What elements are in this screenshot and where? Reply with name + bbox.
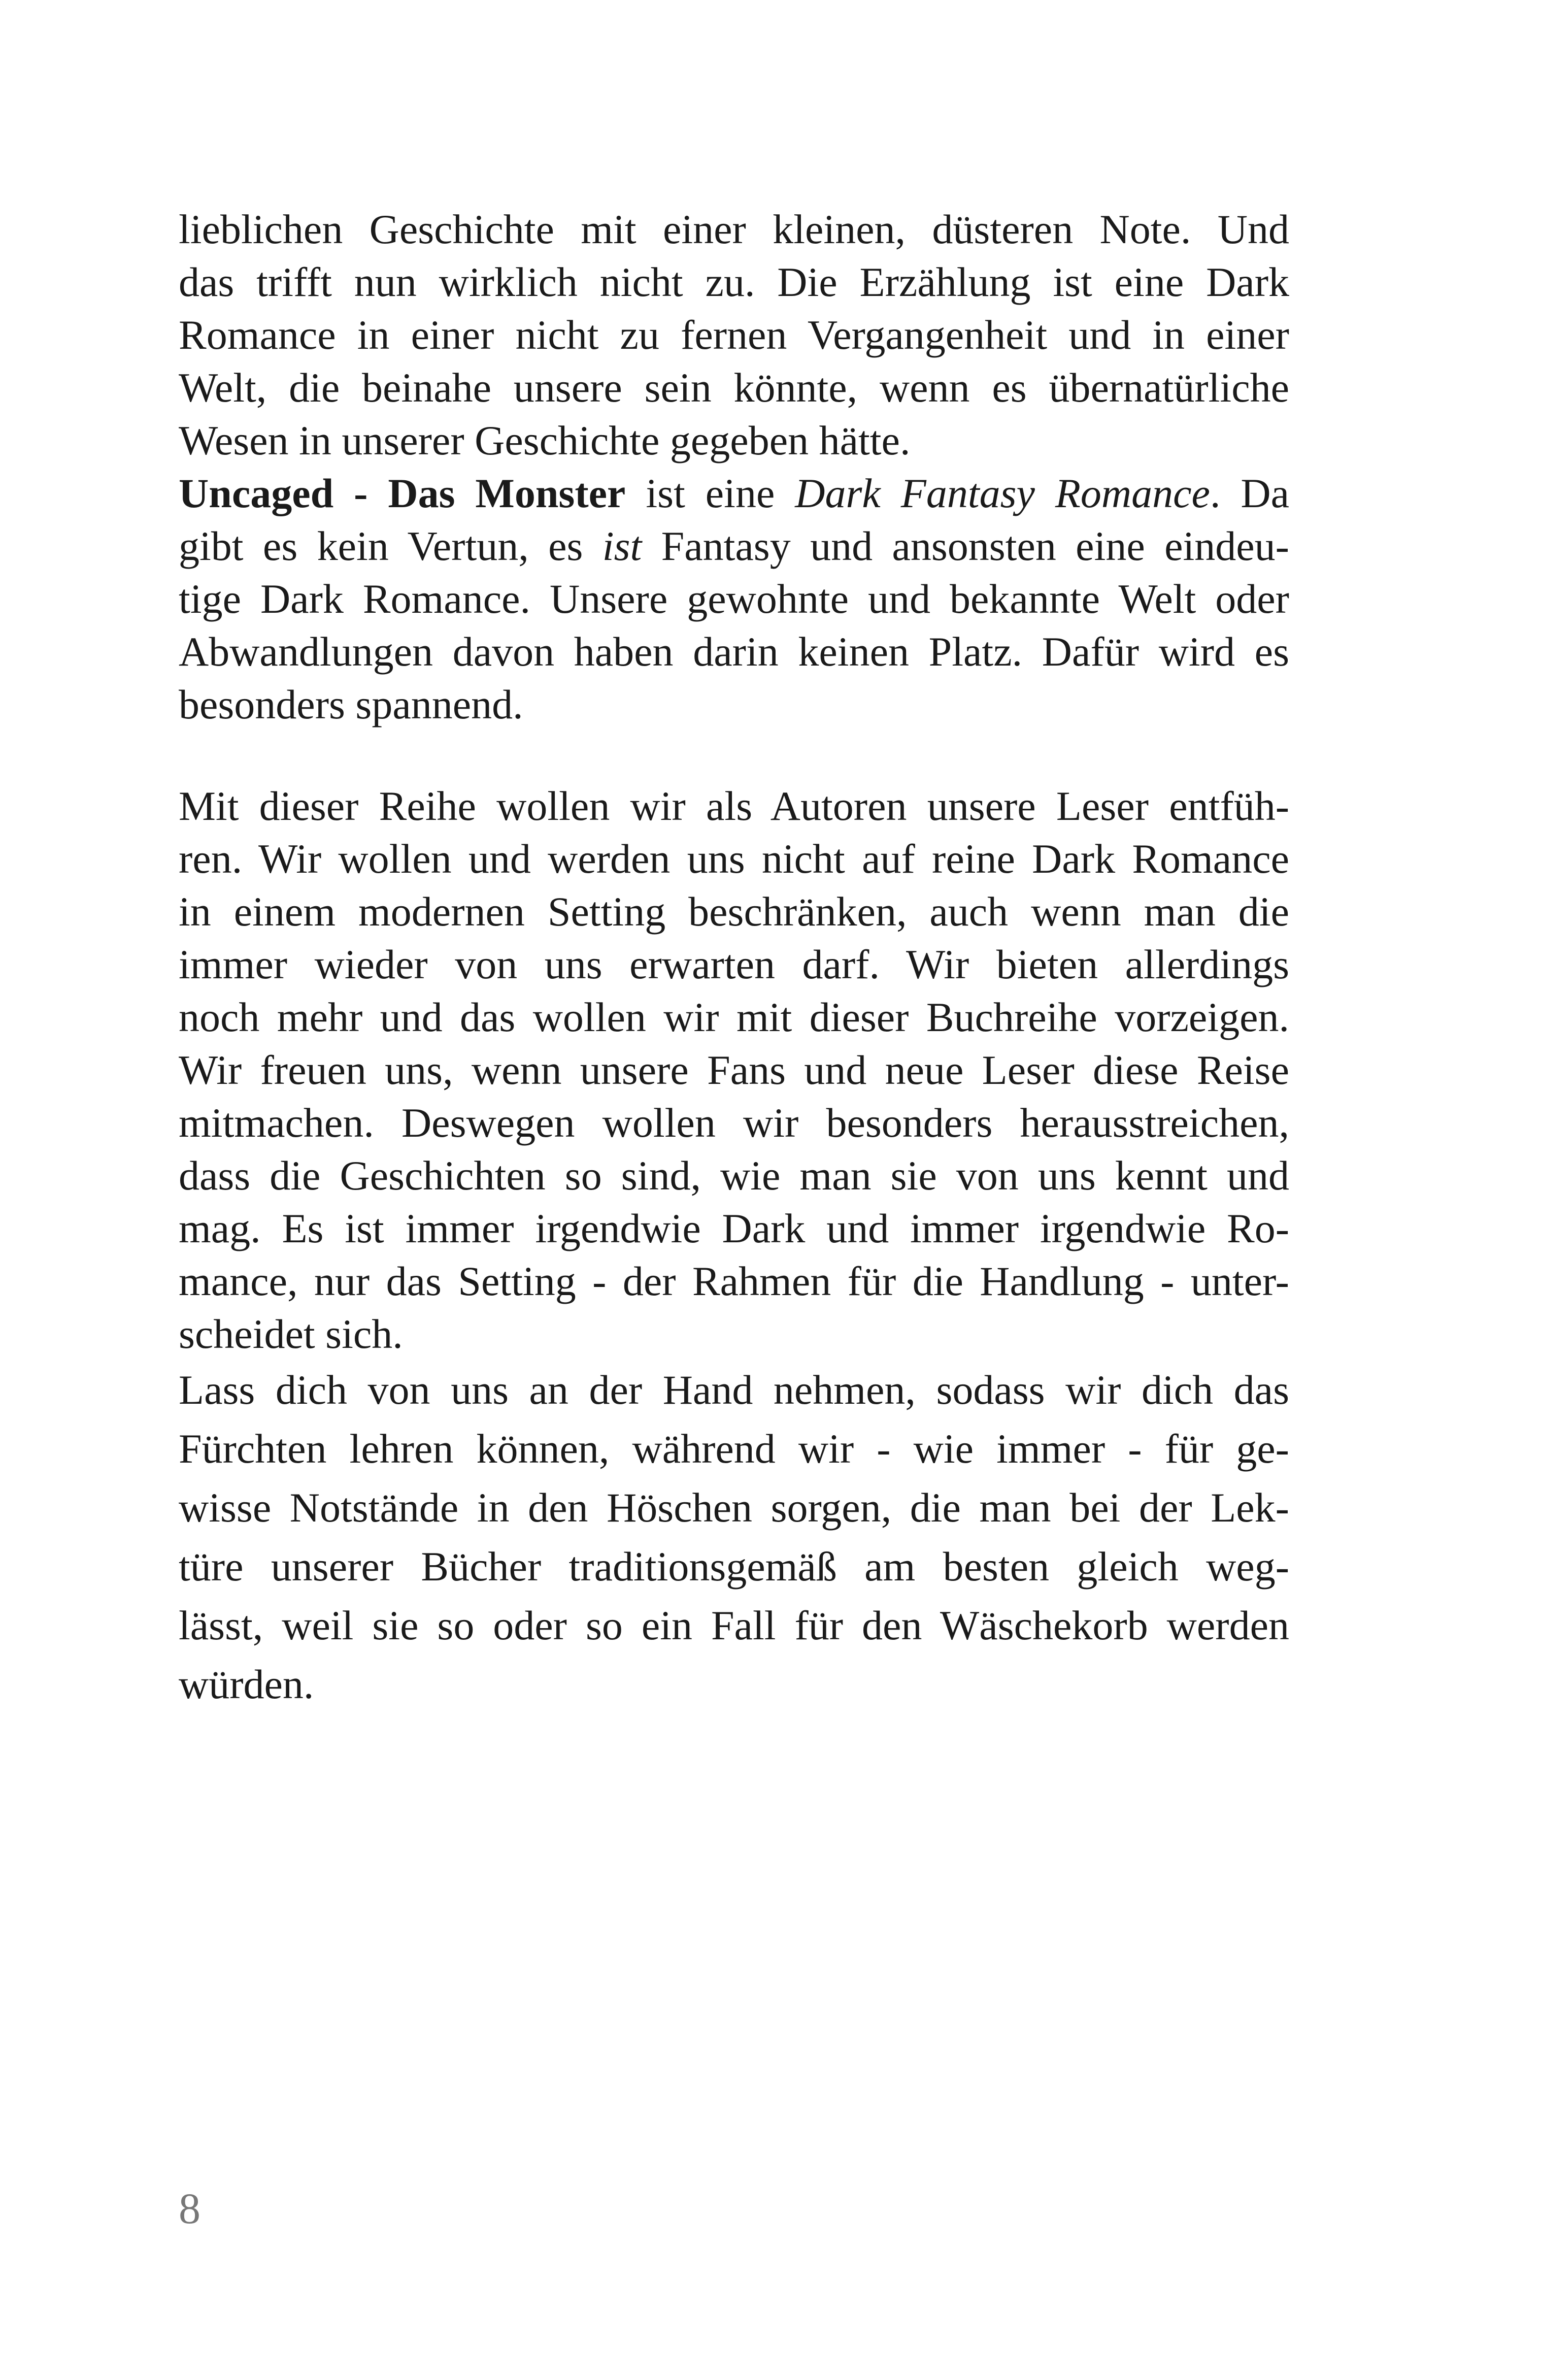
paragraph-3 xyxy=(179,780,1289,1361)
text-line: wisse Notstände in den Höschen sorgen, die man bei der Lek- xyxy=(179,1484,1289,1531)
text-line: würden. xyxy=(179,1661,314,1707)
text-line: Wesen in unserer Geschichte gegeben hätte. xyxy=(179,417,911,464)
text-line: Wir freuen uns, wenn unsere Fans und neue Leser diese Reise xyxy=(179,1047,1289,1093)
text-line: dass die Geschichten so sind, wie man sie von uns kennt und xyxy=(179,1152,1289,1199)
text-line: immer wieder von uns erwarten darf. Wir bieten allerdings xyxy=(179,941,1289,987)
text-line: türe unserer Bücher traditionsgemäß am besten gleich weg- xyxy=(179,1543,1289,1590)
text-line: gibt es kein Vertun, es ist Fantasy und ansonsten eine eindeu- xyxy=(179,523,1289,569)
series-title: Uncaged - Das Monster xyxy=(179,470,626,516)
text-line: mag. Es ist immer irgendwie Dark und immer irgendwie Ro- xyxy=(179,1205,1289,1251)
text-line: in einem modernen Setting beschränken, auch wenn man die xyxy=(179,888,1289,935)
text-line: besonders spannend. xyxy=(179,681,523,728)
text-line: Lass dich von uns an der Hand nehmen, sodass wir dich das xyxy=(179,1367,1289,1413)
text-line: Welt, die beinahe unsere sein könnte, wenn es übernatürliche xyxy=(179,365,1289,411)
text-line: Mit dieser Reihe wollen wir als Autoren unsere Leser entfüh- xyxy=(179,783,1289,829)
text-line: Abwandlungen davon haben darin keinen Platz. Dafür wird es xyxy=(179,629,1289,675)
emphasis: ist xyxy=(602,523,642,569)
text-line: Romance in einer nicht zu fernen Vergangenheit und in einer xyxy=(179,312,1289,358)
text-line: lässt, weil sie so oder so ein Fall für den Wäschekorb werden xyxy=(179,1602,1289,1648)
text-line: mitmachen. Deswegen wollen wir besonders herausstreichen, xyxy=(179,1100,1289,1146)
text-line: mance, nur das Setting - der Rahmen für die Handlung - unter- xyxy=(179,1258,1289,1304)
text-line: noch mehr und das wollen wir mit dieser Buchreihe vorzeigen. xyxy=(179,994,1289,1040)
page-body xyxy=(179,203,1289,1714)
text-line: das trifft nun wirklich nicht zu. Die Erzählung ist eine Dark xyxy=(179,259,1289,305)
paragraph-4 xyxy=(179,1361,1289,1714)
text-line: Fürchten lehren können, während wir - wie immer - für ge- xyxy=(179,1426,1289,1472)
text-line: lieblichen Geschichte mit einer kleinen, düsteren Note. Und xyxy=(179,206,1289,252)
paragraph-1 xyxy=(179,203,1289,467)
genre-label: Dark Fantasy Romance xyxy=(795,470,1210,516)
page-number: 8 xyxy=(179,2184,200,2233)
text-line: ren. Wir wollen und werden uns nicht auf reine Dark Romance xyxy=(179,836,1289,882)
paragraph-2 xyxy=(179,467,1289,731)
text-line: scheidet sich. xyxy=(179,1311,403,1357)
text-line: tige Dark Romance. Unsere gewohnte und bekannte Welt oder xyxy=(179,576,1289,622)
text-line: Uncaged - Das Monster ist eine Dark Fantasy Romance. Da xyxy=(179,470,1289,516)
paragraph-spacer xyxy=(179,731,1289,780)
